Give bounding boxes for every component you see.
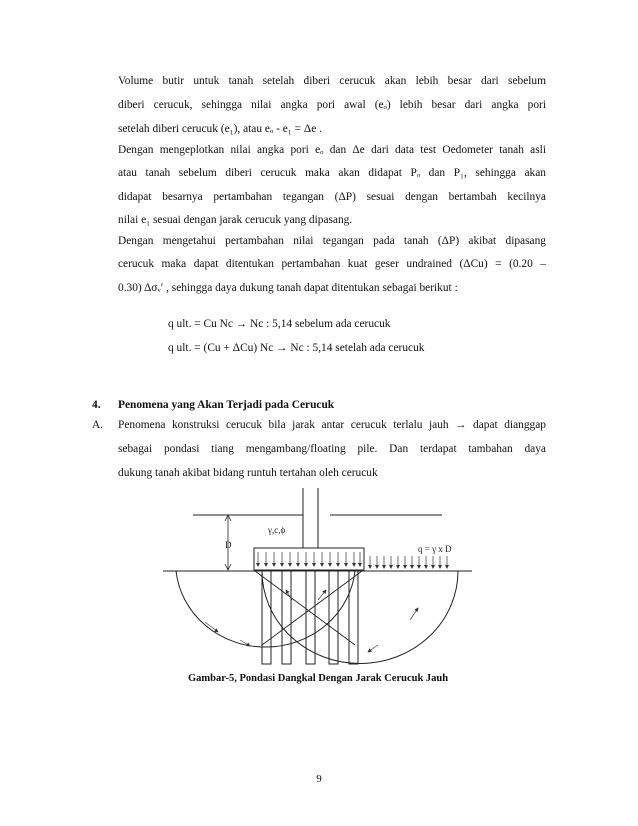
section-number: 4. <box>92 399 101 411</box>
paragraph1-line1: Volume butir untuk tanah setelah diberi cerucuk akan lebih besar dari sebelum <box>118 75 546 87</box>
item-a-label: A. <box>92 419 104 431</box>
section-title: Penomena yang Akan Terjadi pada Cerucuk <box>118 399 335 411</box>
formula-before: q ult. = Cu Nc → Nc : 5,14 sebelum ada cerucuk <box>168 318 391 330</box>
paragraph1-line2: diberi cerucuk, sehingga nilai angka pori awal (eₒ) lebih besar dari angka pori <box>118 99 546 111</box>
formula-after: q ult. = (Cu + ΔCu) Nc → Nc : 5,14 setelah ada cerucuk <box>168 342 425 354</box>
item-a-line2: sebagai pondasi tiang mengambang/floating pile. Dan terdapat tambahan daya <box>118 443 546 455</box>
paragraph1-line3: setelah diberi cerucuk (e₁), atau eₒ - e₁ = Δe . <box>118 123 322 135</box>
soil-parameters-label: γ,c,ϕ <box>268 525 286 535</box>
surcharge-arrows <box>370 556 447 568</box>
paragraph3-line1: Dengan mengetahui pertambahan nilai tegangan pada tanah (ΔP) akibat dipasang <box>118 235 546 247</box>
paragraph2-line4: nilai e₁ sesuai dengan jarak cerucuk yang dipasang. <box>118 214 353 226</box>
paragraph3-line3: 0.30) Δσᵥ′ , sehingga daya dukung tanah dapat ditentukan sebagai berikut : <box>118 282 458 294</box>
footing <box>254 548 364 570</box>
item-a-line3: dukung tanah akibat bidang runtuh tertahan oleh cerucuk <box>118 467 378 479</box>
item-a-line1: Penomena konstruksi cerucuk bila jarak antar cerucuk terlalu jauh → dapat dianggap <box>118 419 546 431</box>
figure-caption: Gambar-5, Pondasi Dangkal Dengan Jarak Cerucuk Jauh <box>188 673 449 684</box>
paragraph2-line3: didapat besarnya pertambahan tegangan (ΔP) sesuai dengan bertambah kecilnya <box>118 191 546 203</box>
page-number: 9 <box>316 773 322 785</box>
footing-pressure-arrowheads <box>256 563 362 567</box>
paragraph3-line2: cerucuk maka dapat ditentukan pertambahan kuat geser undrained (ΔCu) = (0.20 – <box>118 258 546 270</box>
paragraph2-line2: atau tanah sebelum diberi cerucuk maka akan didapat Pₒ dan P₁, sehingga akan <box>118 167 546 179</box>
surcharge-label: q = γ x D <box>418 544 452 554</box>
paragraph2-line1: Dengan mengeplotkan nilai angka pori eₒ dan Δe dari data test Oedometer tanah asli <box>118 144 546 156</box>
depth-label: D <box>225 540 232 550</box>
